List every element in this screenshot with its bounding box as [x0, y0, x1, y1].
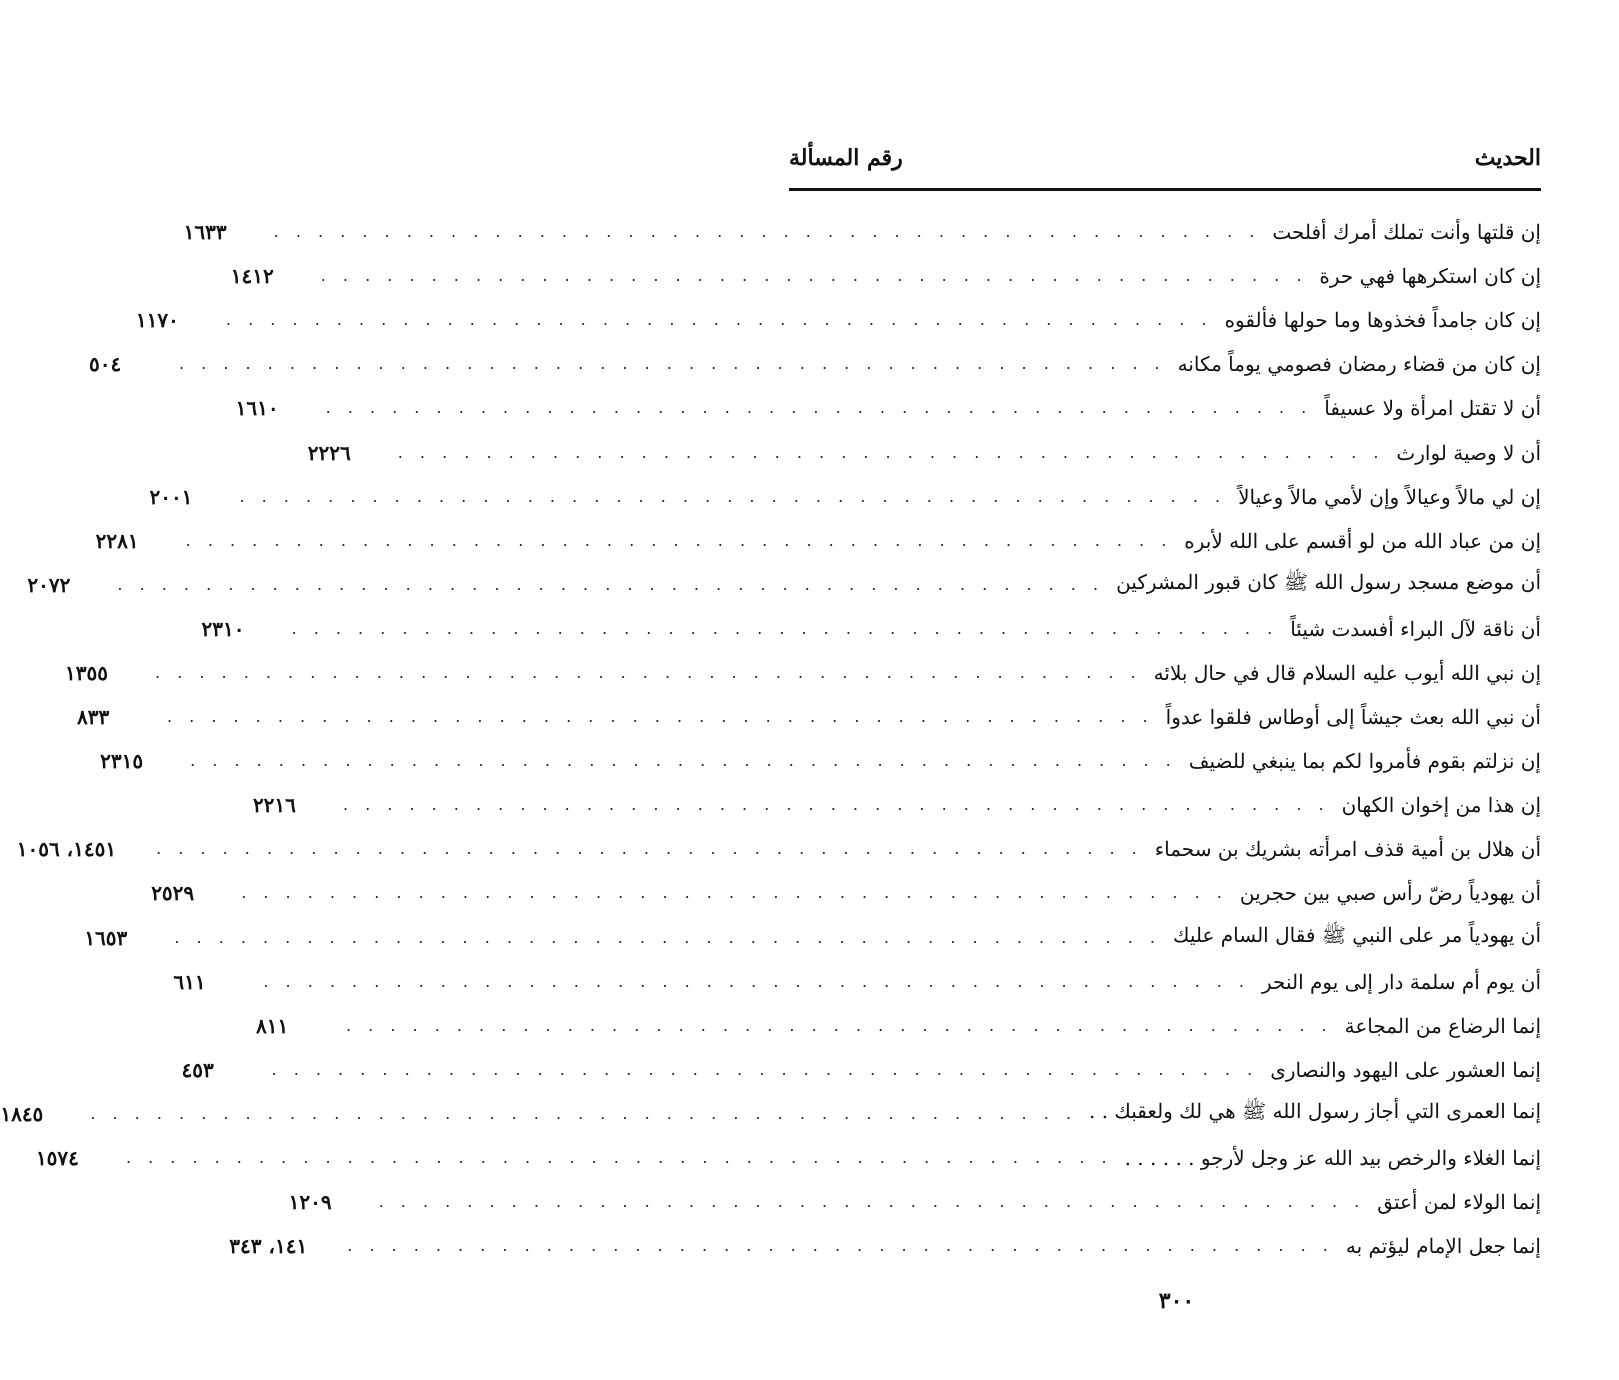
issue-number: ٨١١ [255, 1013, 289, 1038]
dot-leader: . . . . . . . . . . . . . . . . . . . . . . . . . . . . . . . . . . . . . . . . . . . . . [320, 266, 1308, 286]
issue-number: ١٥٧٤ [35, 1146, 79, 1171]
dot-leader: . . . . . . . . . . . . . . . . . . . . . . . . . . . . . . . . . . . . . . . . . . . . . [90, 1103, 1077, 1123]
dot-leader: . . . . . . . . . . . . . . . . . . . . . . . . . . . . . . . . . . . . . . . . . . . . . [271, 1059, 1259, 1079]
issue-number: ١٤١٢ [230, 264, 274, 289]
dot-leader: . . . . . . . . . . . . . . . . . . . . . . . . . . . . . . . . . . . . . . . . . . . . . [156, 839, 1143, 859]
hadith-text: إنما الرضاع من المجاعة [1344, 1013, 1541, 1038]
hadith-text: أن لا تقتل امرأة ولا عسيفاً [1324, 396, 1541, 421]
hadith-text: أن ناقة لآل البراء أفسدت شيئاً [1290, 616, 1541, 641]
index-row [181, 1048, 1541, 1092]
index-row [95, 519, 1541, 563]
dot-leader: . . . . . . . . . . . . . . . . . . . . . . . . . . . . . . . . . . . . . . . . . . . . . [263, 971, 1251, 991]
issue-number: ١٤٥١، ١٠٥٦ [16, 837, 117, 862]
hadith-text: إن كان استكرهها فهي حرة [1319, 264, 1541, 289]
index-row [100, 739, 1541, 783]
dot-leader: . . . . . . . . . . . . . . . . . . . . . . . . . . . . . . . . . . . . . . . . . . . . . [166, 707, 1154, 727]
dot-leader: . . . . . . . . . . . . . . . . . . . . . . . . . . . . . . . . . . . . . . . . . . . . . [117, 574, 1105, 594]
index-row [255, 1004, 1541, 1048]
dot-leader: . . . . . . . . . . . . . . . . . . . . . . . . . . . . . . . . . . . . . . . . . . . . . [239, 486, 1227, 506]
issue-number: ٨٣٣ [76, 705, 110, 730]
hadith-text: أن يوم أم سلمة دار إلى يوم النحر [1262, 969, 1541, 994]
dot-leader: . . . . . . . . . . . . . . . . . . . . . . . . . . . . . . . . . . . . . . . . . . . . . [225, 310, 1213, 330]
issue-number: ٢٣١٥ [100, 749, 144, 774]
index-row [35, 1136, 1541, 1180]
index-row [307, 430, 1541, 474]
dot-leader: . . . . . . . . . . . . . . . . . . . . . . . . . . . . . . . . . . . . . . . . . . . . . [174, 927, 1161, 947]
hadith-text: إن قلتها وأنت تملك أمرك أفلحت [1272, 220, 1541, 245]
hadith-text: إن نبي الله أيوب عليه السلام قال في حال بلائه [1153, 660, 1541, 685]
index-row [16, 827, 1541, 871]
issue-number: ٢٢١٦ [252, 793, 296, 818]
hadith-text: إنما الولاء لمن أعتق [1377, 1190, 1541, 1215]
index-row [149, 475, 1541, 519]
header-rule [789, 188, 1541, 191]
issue-number: ١٦٥٣ [84, 925, 128, 950]
hadith-text: إن من عباد الله من لو أقسم على الله لأبره [1184, 528, 1541, 553]
dot-leader: . . . . . . . . . . . . . . . . . . . . . . . . . . . . . . . . . . . . . . . . . . . . . [273, 222, 1261, 242]
dot-leader: . . . . . . . . . . . . . . . . . . . . . . . . . . . . . . . . . . . . . . . . . . . . . [178, 354, 1166, 374]
issue-number: ١٦١٠ [235, 396, 279, 421]
page-number: ٣٠٠ [1158, 1288, 1195, 1314]
hadith-text: إنما العمرى التي أجاز رسول الله ﷺ هي لك ولعقبك . . [1088, 1099, 1541, 1124]
dot-leader: . . . . . . . . . . . . . . . . . . . . . . . . . . . . . . . . . . . . . . . . . . . . . [325, 398, 1313, 418]
issue-number-column-title: رقم المسألة [789, 145, 903, 171]
dot-leader: . . . . . . . . . . . . . . . . . . . . . . . . . . . . . . . . . . . . . . . . . . . . . [347, 1236, 1334, 1256]
issue-number: ١٦٣٣ [183, 220, 227, 245]
issue-number: ٢٢٨١ [95, 528, 139, 553]
issue-number: ٥٠٤ [88, 352, 122, 377]
issue-number: ١٤١، ٣٤٣ [229, 1234, 308, 1259]
issue-number: ٢٠٧٢ [27, 572, 71, 597]
hadith-text: إنما جعل الإمام ليؤتم به [1345, 1234, 1541, 1259]
hadith-text: إن لي مالاً وعيالاً وإن لأمي مالاً وعيالاً [1238, 484, 1541, 509]
issue-number: ٤٥٣ [181, 1057, 214, 1082]
hadith-text: أن هلال بن أمية قذف امرأته بشريك بن سحماء [1154, 837, 1541, 862]
dot-leader: . . . . . . . . . . . . . . . . . . . . . . . . . . . . . . . . . . . . . . . . . . . . . [185, 530, 1173, 550]
issue-number: ١٨٤٥ [0, 1101, 44, 1126]
dot-leader: . . . . . . . . . . . . . . . . . . . . . . . . . . . . . . . . . . . . . . . . . . . . . [291, 618, 1279, 638]
index-row [135, 298, 1541, 342]
dot-leader: . . . . . . . . . . . . . . . . . . . . . . . . . . . . . . . . . . . . . . . . . . . . . [397, 442, 1385, 462]
index-row [151, 871, 1541, 915]
index-row [0, 1092, 1541, 1136]
index-row [201, 607, 1541, 651]
index-row [27, 563, 1541, 607]
index-row [252, 783, 1541, 827]
issue-number: ٢٣١٠ [201, 616, 245, 641]
hadith-text: إنما العشور على اليهود والنصارى [1270, 1057, 1541, 1082]
table-header [789, 138, 1541, 178]
index-row [76, 695, 1541, 739]
dot-leader: . . . . . . . . . . . . . . . . . . . . . . . . . . . . . . . . . . . . . . . . . . . . . [241, 883, 1228, 903]
index-row [235, 386, 1541, 430]
dot-leader: . . . . . . . . . . . . . . . . . . . . . . . . . . . . . . . . . . . . . . . . . . . . . [345, 1015, 1333, 1035]
hadith-text: إنما الغلاء والرخص بيد الله عز وجل لأرجو . . . . . . [1124, 1146, 1541, 1171]
issue-number: ٦١١ [173, 969, 206, 994]
issue-number: ١٣٥٥ [65, 660, 108, 685]
issue-number: ٢٠٠١ [149, 484, 193, 509]
hadith-text: أن لا وصية لوارث [1396, 440, 1541, 465]
hadith-text: إن هذا من إخوان الكهان [1341, 793, 1541, 818]
issue-number: ١١٧٠ [135, 308, 179, 333]
issue-number: ٢٢٢٦ [307, 440, 351, 465]
hadith-text: إن كان جامداً فخذوها وما حولها فألقوه [1224, 308, 1541, 333]
hadith-text: أن موضع مسجد رسول الله ﷺ كان قبور المشركين [1116, 570, 1541, 595]
issue-number: ٢٥٢٩ [151, 881, 195, 906]
index-row [229, 1224, 1541, 1268]
index-row [288, 1180, 1541, 1224]
dot-leader: . . . . . . . . . . . . . . . . . . . . . . . . . . . . . . . . . . . . . . . . . . . . . [342, 795, 1330, 815]
dot-leader: . . . . . . . . . . . . . . . . . . . . . . . . . . . . . . . . . . . . . . . . . . . . . [125, 1148, 1113, 1168]
index-row [65, 651, 1541, 695]
hadith-column-title: الحديث [1474, 145, 1541, 171]
hadith-text: أن يهودياً رضّ رأس صبي بين حجرين [1239, 881, 1541, 906]
dot-leader: . . . . . . . . . . . . . . . . . . . . . . . . . . . . . . . . . . . . . . . . . . . . . [190, 751, 1177, 771]
dot-leader: . . . . . . . . . . . . . . . . . . . . . . . . . . . . . . . . . . . . . . . . . . . . . [155, 662, 1142, 682]
hadith-index-list [0, 210, 1541, 1268]
issue-number: ١٢٠٩ [288, 1190, 332, 1215]
index-row [183, 210, 1541, 254]
index-row [88, 342, 1541, 386]
hadith-text: أن نبي الله بعث جيشاً إلى أوطاس فلقوا عدواً [1165, 705, 1541, 730]
hadith-text: إن نزلتم بقوم فأمروا لكم بما ينبغي للضيف [1188, 749, 1541, 774]
index-row [173, 960, 1541, 1004]
hadith-text: أن يهودياً مر على النبي ﷺ فقال السام عليك [1172, 923, 1541, 948]
index-row [230, 254, 1541, 298]
hadith-text: إن كان من قضاء رمضان فصومي يوماً مكانه [1177, 352, 1541, 377]
index-row [84, 916, 1541, 960]
dot-leader: . . . . . . . . . . . . . . . . . . . . . . . . . . . . . . . . . . . . . . . . . . . . . [378, 1192, 1366, 1212]
